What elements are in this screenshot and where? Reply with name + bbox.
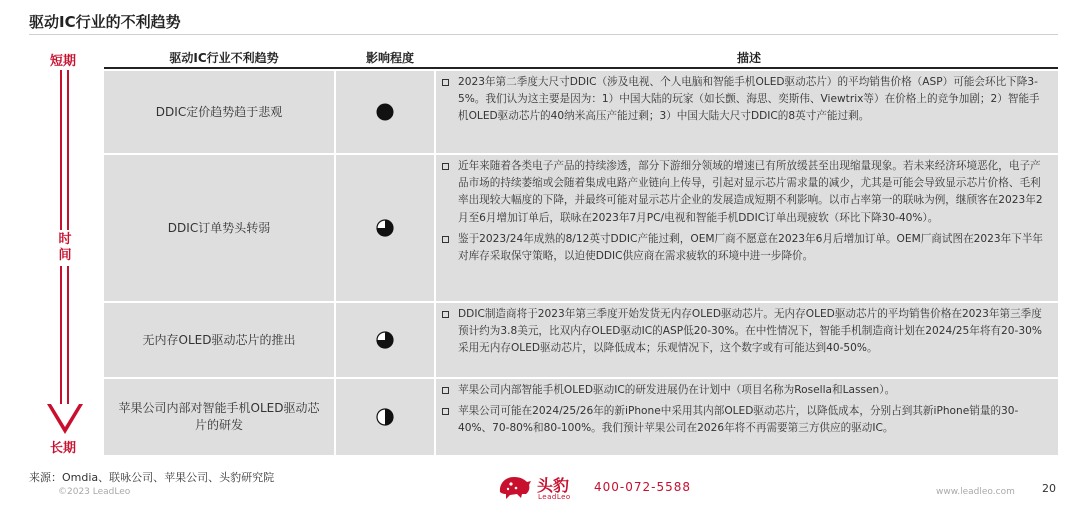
long-term-label: 长期 (50, 441, 77, 456)
source-note: 来源：Omdia、联咏公司、苹果公司、头豹研究院 (29, 471, 275, 484)
bullet-text: 2023年第二季度大尺寸DDIC（涉及电视、个人电脑和智能手机OLED驱动芯片）的平均销售价格（ASP）可能会环比下降3-5%。我们认为这主要是因为：1）中国大陆的玩家（如长颤、海思、奕斯伟、Viewtrix等）在价格上的竞争加剧；2）智能手机OLED驱动芯片的40纳米高压产能过剩；3）中国大陆大尺寸DDIC的8英寸产能过剩。 (458, 76, 1040, 123)
table-header (0, 44, 1080, 68)
three-quarter-circle-icon (376, 331, 394, 349)
impact-cell (336, 303, 436, 377)
trend-name: 无内存OLED驱动芯片的推出 (104, 303, 336, 377)
page-title: 驱动IC行业的不利趋势 (29, 13, 181, 31)
bullet-text: 苹果公司可能在2024/25/26年的新iPhone中采用其内部OLED驱动芯片，以降低成本，分别占到其新iPhone销量的30-40%、70-80%和80-100%。我们预计苹果公司在2026年将不再需要第三方供应的驱动IC。 (458, 405, 1019, 435)
short-term-label: 短期 (50, 54, 77, 69)
bullet-item (442, 306, 1050, 358)
bullet-item (442, 382, 1050, 399)
three-quarter-circle-icon (376, 219, 394, 237)
description-cell (436, 71, 1058, 153)
checkbox-bullet-icon (442, 408, 449, 415)
half-circle-icon (376, 408, 394, 426)
leopard-logo-icon (497, 472, 533, 500)
table-row (104, 155, 1058, 303)
checkbox-bullet-icon (442, 79, 449, 86)
bullet-item (442, 158, 1050, 227)
impact-cell (336, 155, 436, 301)
timeline-arrow-head-inner (51, 404, 79, 427)
time-label: 时 间 (57, 230, 73, 266)
bullet-item (442, 231, 1050, 265)
impact-cell (336, 71, 436, 153)
bullet-text: 近年来随着各类电子产品的持续渗透，部分下游细分领域的增速已有所放缓甚至出现缩量现象。若未来经济环境恶化，电子产品市场的持续萎缩或会随着集成电路产业链向上传导，引起对显示芯片需求量的减少，尤其是可能会导致显示芯片价格、毛利率出现较大幅度的下降，并最终可能对显示芯片企业的发展造成短期不利影响。以市占率第一的联咏为例，继颀客在2023年2月至6月增加订单后，联咏在2023年7月PC/电视和智能手机DDIC订单出现疲软（环比下降30-40%）。 (458, 160, 1043, 224)
page-number: 20 (1042, 482, 1056, 495)
bullet-text: 苹果公司内部智能手机OLED驱动IC的研发进展仍在计划中（项目名称为Rosella和Lassen）。 (458, 384, 896, 396)
column-header-impact: 影响程度 (365, 51, 414, 65)
table-row (104, 379, 1058, 457)
title-divider (29, 34, 1058, 35)
impact-cell (336, 379, 436, 455)
bullet-text: 鉴于2023/24年成熟的8/12英寸DDIC产能过剩，OEM厂商不愿意在2023年6月后增加订单。OEM厂商试图在2023年下半年对库存采取保守策略，以迫使DDIC供应商在需求疲软的环境中进一步降价。 (458, 232, 1044, 263)
phone-number: 400-072-5588 (594, 480, 692, 494)
checkbox-bullet-icon (442, 236, 449, 243)
bullet-item (442, 403, 1050, 437)
website-url: www.leadleo.com (936, 487, 1015, 497)
table-row (104, 303, 1058, 379)
column-header-description: 描述 (736, 51, 761, 65)
column-header-trend: 驱动IC行业不利趋势 (169, 51, 279, 65)
checkbox-bullet-icon (442, 311, 449, 318)
bullet-item (442, 74, 1050, 126)
brand-name-en: LeadLeo (538, 493, 571, 501)
table-row (104, 71, 1058, 155)
copyright: ©2023 LeadLeo (58, 487, 131, 497)
description-cell (436, 303, 1058, 377)
trend-name: 苹果公司内部对智能手机OLED驱动芯片的研发 (104, 379, 336, 455)
description-cell (436, 379, 1058, 455)
bullet-text: DDIC制造商将于2023年第三季度开始发货无内存OLED驱动芯片。无内存OLED驱动芯片的平均销售价格在2023年第三季度预计约为3.8美元，比双内存OLED驱动IC的ASP低20-30%。在中性情况下，智能手机制造商计划在2024/25年将有20-30%采用无内存OLED驱动芯片，以降低成本；乐观情况下，这个数字或有可能达到40-50%。 (458, 308, 1042, 355)
checkbox-bullet-icon (442, 387, 449, 394)
brand-name-cn: 头豹 (537, 476, 570, 495)
full-circle-icon (376, 103, 394, 121)
header-divider (104, 67, 1058, 69)
trend-name: DDIC定价趋势趋于悲观 (104, 71, 336, 153)
trend-table (104, 71, 1058, 457)
description-cell (436, 155, 1058, 301)
trend-name: DDIC订单势头转弱 (104, 155, 336, 301)
checkbox-bullet-icon (442, 163, 449, 170)
